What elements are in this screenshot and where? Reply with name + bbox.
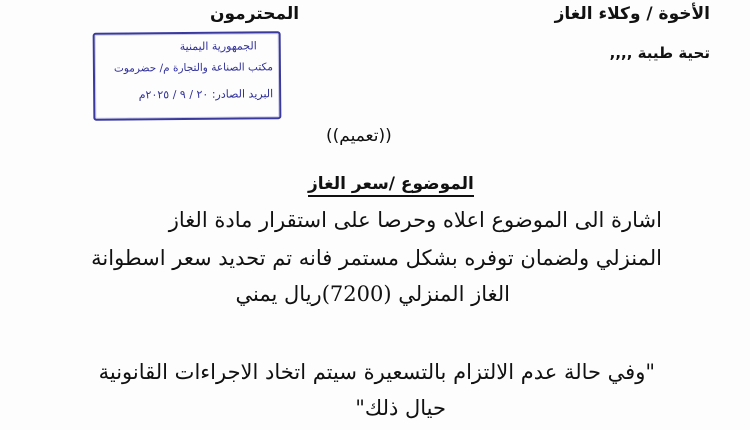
- respected-label: المحترمون: [210, 4, 300, 24]
- addressee: الأخوة / وكلاء الغاز: [554, 4, 710, 24]
- body-line-2: المنزلي ولضمان توفره بشكل مستمر فانه تم تحديد سعر اسطوانة: [91, 246, 662, 270]
- body-line-3: الغاز المنزلي (7200)ريال يمني: [235, 282, 510, 306]
- office-stamp: [93, 31, 282, 121]
- warning-line-1: "وفي حالة عدم الالتزام بالتسعيرة سيتم اتخاد الاجراءات القانونية: [98, 360, 655, 384]
- body-line-1: اشارة الى الموضوع اعلاه وحرصا على استقرار مادة الغاز: [168, 208, 662, 232]
- stamp-line-outgoing: البريد الصادر: ٢٠ / ٩ / ٢٠٢٥م: [138, 87, 274, 102]
- subject-line: الموضوع /سعر الغاز: [308, 174, 474, 197]
- warning-line-2: حيال ذلك": [355, 396, 446, 420]
- stamp-line-country: الجمهورية اليمنية: [179, 39, 257, 54]
- greeting: تحية طيبة ,,,,: [609, 44, 710, 62]
- stamp-line-office: مكتب الصناعة والتجارة م/ حضرموت: [113, 61, 273, 75]
- circular-label: ((تعميم)): [326, 126, 392, 146]
